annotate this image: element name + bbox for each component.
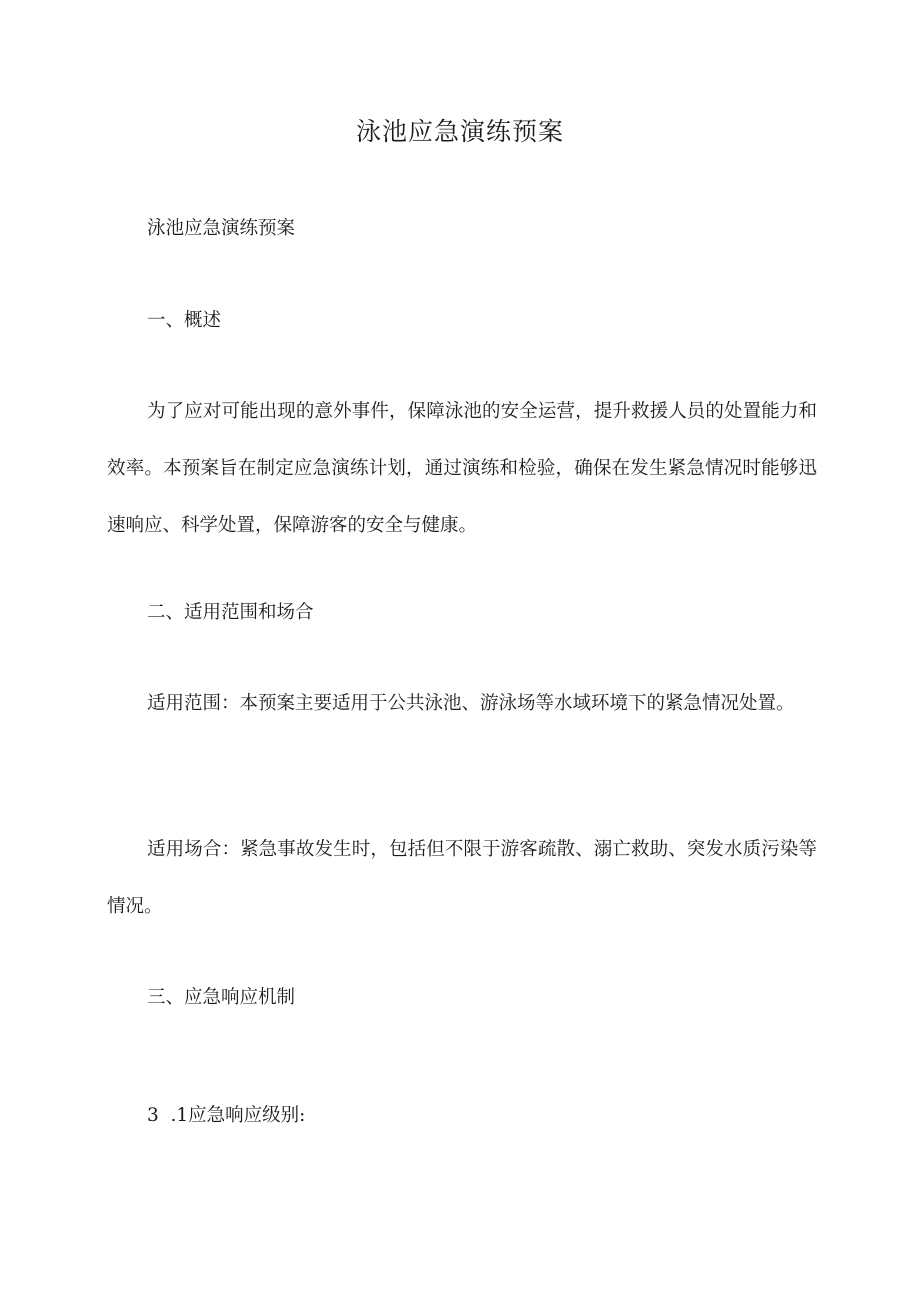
paragraph-occasion: 适用场合：紧急事故发生时，包括但不限于游客疏散、溺亡救助、突发水质污染等情况。 bbox=[107, 839, 817, 917]
section-heading-scope: 二、适用范围和场合 bbox=[147, 602, 314, 623]
section-heading-overview: 一、概述 bbox=[147, 310, 222, 331]
document-title: 泳池应急演练预案 bbox=[355, 117, 564, 146]
subsection-heading-response-level: 3 .1应急响应级别: bbox=[147, 1105, 306, 1126]
paragraph-overview: 为了应对可能出现的意外事件，保障泳池的安全运营，提升救援人员的处置能力和效率。本预案旨在制定应急演练计划，通过演练和检验，确保在发生紧急情况时能够迅速响应、科学处置，保障游客的安全与健康。 bbox=[107, 401, 817, 536]
section-heading-response: 三、应急响应机制 bbox=[147, 987, 296, 1008]
paragraph-scope: 适用范围：本预案主要适用于公共泳池、游泳场等水域环境下的紧急情况处置。 bbox=[147, 693, 795, 714]
document-subtitle: 泳池应急演练预案 bbox=[147, 218, 296, 239]
